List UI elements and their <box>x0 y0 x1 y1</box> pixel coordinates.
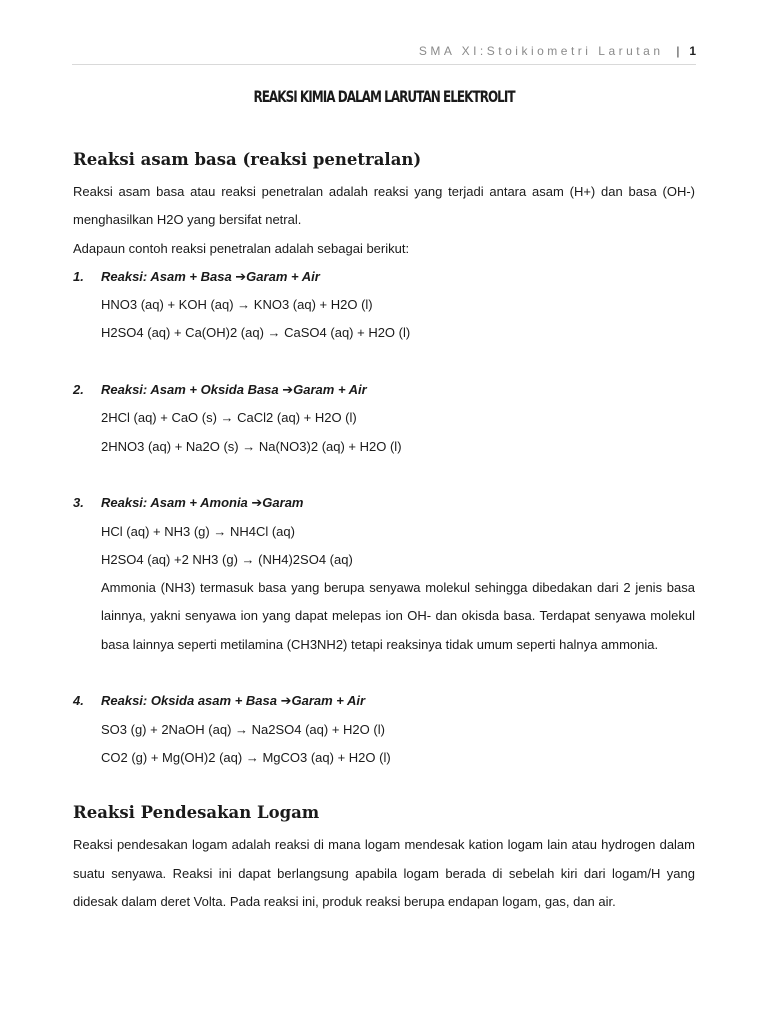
page-header <box>72 44 696 58</box>
equation: CO2 (g) + Mg(OH)2 (aq) → MgCO3 (aq) + H2O (l) <box>101 749 391 765</box>
equation: SO3 (g) + 2NaOH (aq) → Na2SO4 (aq) + H2O (l) <box>101 721 385 737</box>
section-intro-examples: Adapaun contoh reaksi penetralan adalah sebagai berikut: <box>73 240 410 256</box>
item-number: 1. <box>73 268 84 284</box>
item-note: Ammonia (NH3) termasuk basa yang berupa senyawa molekul sehingga dibedakan dari 2 jenis basa lainnya, yakni senyawa ion yang dapat melepas ion OH- dan okisda basa. Terdapat senyawa molekul basa lainnya seperti metilamina (CH3NH2) tetapi reaksinya tidak umum seperti halnya ammonia. <box>101 580 695 652</box>
page-content <box>73 82 695 916</box>
list-item <box>73 376 695 461</box>
equation: HNO3 (aq) + KOH (aq) → KNO3 (aq) + H2O (l) <box>101 297 373 313</box>
header-separator: | <box>676 44 680 58</box>
item-number: 4. <box>73 693 84 709</box>
item-number: 2. <box>73 382 84 398</box>
equation: H2SO4 (aq) + Ca(OH)2 (aq) → CaSO4 (aq) + H2O (l) <box>101 325 411 341</box>
header-text: SMA XI:Stoikiometri Larutan <box>418 44 664 58</box>
section-heading-acid-base: Reaksi asam basa (reaksi penetralan) <box>73 150 422 169</box>
page-number: 1 <box>689 44 696 58</box>
section-intro: Reaksi asam basa atau reaksi penetralan adalah reaksi yang terjadi antara asam (H+) dan basa (OH-) menghasilkan H2O yang bersifat netral. <box>73 184 695 228</box>
item-title: Reaksi: Asam + Amonia ➔Garam <box>101 495 304 511</box>
item-number: 3. <box>73 495 84 511</box>
document-title: REAKSI KIMIA DALAM LARUTAN ELEKTROLIT <box>253 87 515 106</box>
list-item <box>73 489 695 659</box>
list-item <box>73 687 695 772</box>
equation: 2HNO3 (aq) + Na2O (s) → Na(NO3)2 (aq) + H2O (l) <box>101 438 402 454</box>
item-title: Reaksi: Oksida asam + Basa ➔Garam + Air <box>101 693 366 709</box>
item-title: Reaksi: Asam + Basa ➔Garam + Air <box>101 268 320 284</box>
section-heading-metal-displacement: Reaksi Pendesakan Logam <box>73 803 320 823</box>
section-body: Reaksi pendesakan logam adalah reaksi di mana logam mendesak kation logam lain atau hydrogen dalam suatu senyawa. Reaksi ini dapat berlangsung apabila logam berada di sebelah kiri dari logam/H yang didesak dalam deret Volta. Pada reaksi ini, produk reaksi berupa endapan logam, gas, dan air. <box>73 837 695 909</box>
equation: HCl (aq) + NH3 (g) → NH4Cl (aq) <box>101 523 295 539</box>
item-title: Reaksi: Asam + Oksida Basa ➔Garam + Air <box>101 382 367 398</box>
list-item <box>73 263 695 348</box>
equation: H2SO4 (aq) +2 NH3 (g) → (NH4)2SO4 (aq) <box>101 551 353 567</box>
equation: 2HCl (aq) + CaO (s) → CaCl2 (aq) + H2O (l) <box>101 410 357 426</box>
header-rule <box>72 64 696 65</box>
